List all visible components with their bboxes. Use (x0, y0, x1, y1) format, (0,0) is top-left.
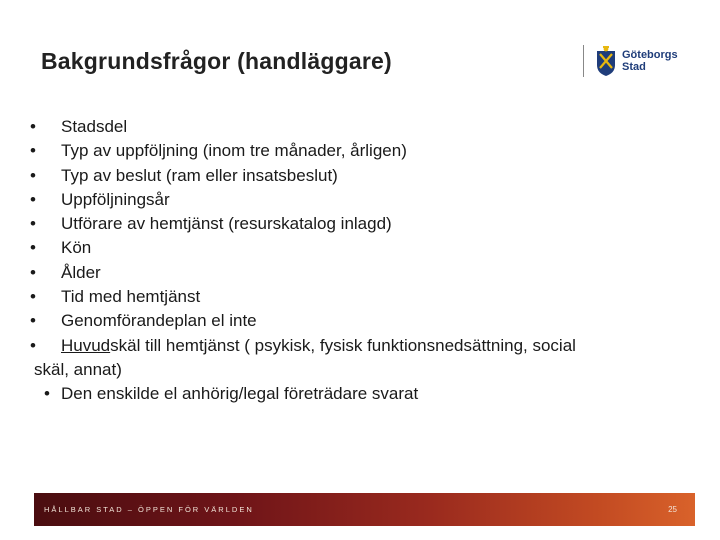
bullet-list (26, 115, 686, 407)
bullet-marker: • (30, 262, 36, 282)
bullet-marker: • (30, 214, 36, 234)
list-item-text: Kön (61, 238, 92, 258)
bullet-marker: • (30, 141, 36, 161)
list-item (26, 212, 686, 236)
slide-title: Bakgrundsfrågor (handläggare) (41, 48, 392, 74)
bullet-marker: • (30, 287, 36, 307)
list-item (26, 382, 686, 406)
list-item (26, 236, 686, 260)
bullet-marker: • (30, 189, 36, 209)
list-item-text: Ålder (61, 262, 101, 282)
logo-wordmark (622, 49, 678, 73)
list-item (26, 164, 686, 188)
list-item (26, 115, 686, 139)
underlined-word: Huvud (61, 335, 111, 355)
list-item-text: Stadsdel (61, 117, 128, 136)
footer-bar (34, 493, 695, 526)
list-item (26, 188, 686, 212)
logo-line-2: Stad (622, 61, 646, 73)
list-item (26, 139, 686, 163)
list-item-text: Typ av beslut (ram eller insatsbeslut) (61, 165, 338, 185)
list-item-text: Utförare av hemtjänst (resurskatalog inlagd) (61, 214, 392, 234)
list-item-text: Typ av uppföljning (inom tre månader, årligen) (61, 141, 407, 161)
bullet-marker: • (30, 117, 36, 136)
logo-divider (583, 45, 584, 77)
list-item-text: Den enskilde el anhörig/legal företrädare svarat (61, 384, 419, 404)
list-item (26, 334, 686, 383)
list-item (26, 261, 686, 285)
bullet-marker: • (30, 311, 36, 331)
page-number: 25 (668, 505, 677, 514)
list-item (26, 285, 686, 309)
logo-line-1: Göteborgs (622, 49, 678, 61)
bullet-marker: • (30, 335, 36, 355)
list-item-text: Uppföljningsår (61, 189, 170, 209)
list-item-continuation: skäl, annat) (34, 359, 122, 379)
goteborgs-stad-logo (583, 44, 678, 78)
bullet-marker: • (30, 238, 36, 258)
list-item-text: Genomförandeplan el inte (61, 311, 257, 331)
list-item (26, 309, 686, 333)
bullet-marker: • (30, 165, 36, 185)
goteborg-crest-icon (594, 45, 618, 77)
list-item-text: skäl till hemtjänst ( psykisk, fysisk funktionsnedsättning, social (110, 335, 576, 355)
list-item-text: Tid med hemtjänst (61, 287, 201, 307)
bullet-marker: • (44, 384, 50, 404)
footer-tagline: HÅLLBAR STAD – ÖPPEN FÖR VÄRLDEN (44, 505, 254, 514)
